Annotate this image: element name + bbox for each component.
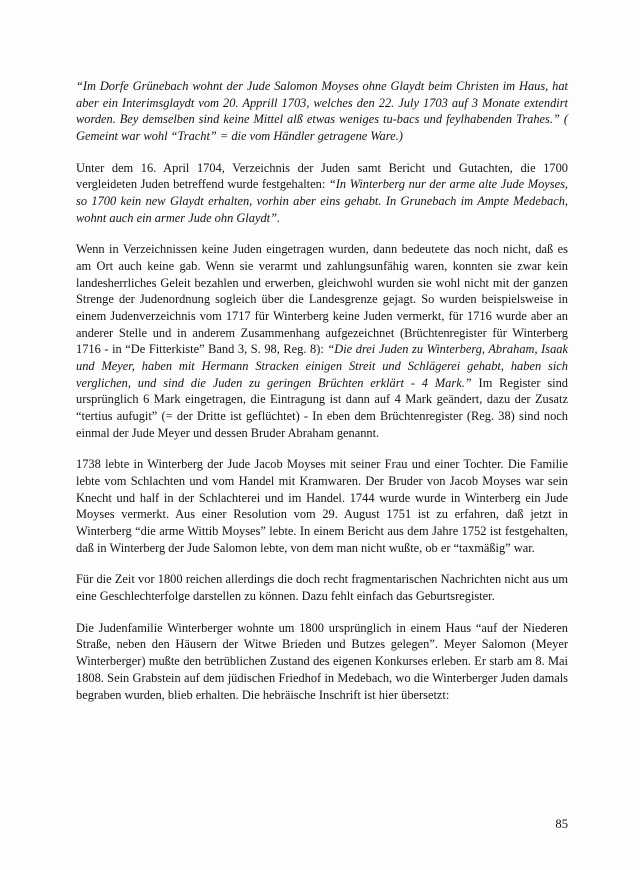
paragraph-verzeichnisse bbox=[76, 241, 568, 441]
paragraph-quote-text: “Die drei Juden zu Winterberg, Abraham, Isaak und Meyer, haben mit Hermann Stracken einigen Streit und Schlägerei gehabt, haben sich verglichen, und sind die Juden zu geringen Brüchten erklärt - 4 Mark.” bbox=[76, 342, 568, 390]
page-number: 85 bbox=[555, 817, 568, 831]
paragraph-1738-jacob-moyses bbox=[76, 456, 568, 556]
paragraph-vor-1800 bbox=[76, 571, 568, 604]
paragraph-text: Die Judenfamilie Winterberger wohnte um 1800 ursprünglich in einem Haus “auf der Niederen Straße, neben den Häusern der Witwe Brieden und Butzes gelegen”. Meyer Salomon (Meyer Winterberger) mußte den betrüblichen Zustand des eigenen Konkurses erleben. Er starb am 8. Mai 1808. Sein Grabstein auf dem jüdischen Friedhof in Medebach, wo die Winterberger Juden damals begraben wurden, blieb erhalten. Die hebräische Inschrift ist hier übersetzt: bbox=[76, 620, 568, 702]
paragraph-lead-text: Unter dem 16. April 1704, Verzeichnis der Juden samt Bericht und Gutachten, die 1700 vergleideten Juden betreffend wurde festgehalten: bbox=[76, 160, 568, 192]
text-column bbox=[76, 78, 568, 703]
paragraph-1704-verzeichnis bbox=[76, 160, 568, 227]
paragraph-judenfamilie-winterberger bbox=[76, 620, 568, 703]
paragraph-text: 1738 lebte in Winterberg der Jude Jacob Moyses mit seiner Frau und einer Tochter. Die Familie lebte vom Schlachten und vom Handel mit Kramwaren. Der Bruder von Jacob Moyses war sein Knecht und half in der Schlachterei und im Handel. 1744 wurde wurde in Winterberg ein Jude Moyses vermerkt. Aus einer Resolution vom 29. August 1751 ist zu erfahren, daß jetzt in Winterberg “die arme Wittib Moyses” lebte. In einem Bericht aus dem Jahre 1752 ist festgehalten, daß in Winterberg der Jude Salomon lebte, von dem man nicht wußte, ob er “taxmäßig” war. bbox=[76, 457, 568, 555]
paragraph-tail-text: Im Register sind ursprünglich 6 Mark eingetragen, die Eintragung ist dann auf 4 Mark geändert, dazu der Zusatz “tertius aufugit” (= der Dritte ist geflüchtet) - In eben dem Brüchtenregister (Reg. 38) sind noch einmal der Jude Meyer und dessen Bruder Abraham genannt. bbox=[76, 375, 568, 440]
paragraph-text: Für die Zeit vor 1800 reichen allerdings die doch recht fragmentarischen Nachrichten nicht aus um eine Geschlechterfolge darstellen zu können. Dazu fehlt einfach das Geburtsregister. bbox=[76, 572, 568, 604]
quote-gloss: ( Gemeint war wohl “Tracht” = die vom Händler getragene Ware.) bbox=[76, 112, 568, 144]
paragraph-quote-gruenebach bbox=[76, 78, 568, 145]
paragraph-lead-text: Wenn in Verzeichnissen keine Juden eingetragen wurden, dann bedeutete das noch nicht, daß es am Ort auch keine gab. Wenn sie verarmt und zahlungsunfähig waren, konnten sie zwar kein landesherrliches Geleit bezahlen und erwerben, gleichwohl wurden sie wohl nicht mit der ganzen Strenge der Judenordnung sogleich über die Landesgrenze gejagt. So wurden beispielsweise in einem Judenverzeichnis vom 1717 für Winterberg keine Juden vermerkt, für 1716 wurde aber an anderer Stelle und in anderem Zusammenhang aufgezeichnet (Brüchtenregister für Winterberg 1716 - in “De Fitterkiste” Band 3, S. 98, Reg. 8): bbox=[76, 242, 568, 357]
paragraph-quote-text: “In Winterberg nur der arme alte Jude Moyses, so 1700 kein new Glaydt erhalten, vorhin aber eins gehabt. In Grunebach im Ampte Medebach, wohnt auch ein armer Jude ohn Glaydt”. bbox=[76, 177, 569, 225]
quote-text: “Im Dorfe Grünebach wohnt der Jude Salomon Moyses ohne Glaydt beim Christen im Haus, hat aber ein Interimsglaydt vom 20. Apprill 1703, welches den 22. July 1703 auf 3 Monate extendirt worden. Bey demselben sind keine Mittel alß etwas weniges tu-bacs und feylhabenden Trahes.” bbox=[76, 79, 568, 127]
